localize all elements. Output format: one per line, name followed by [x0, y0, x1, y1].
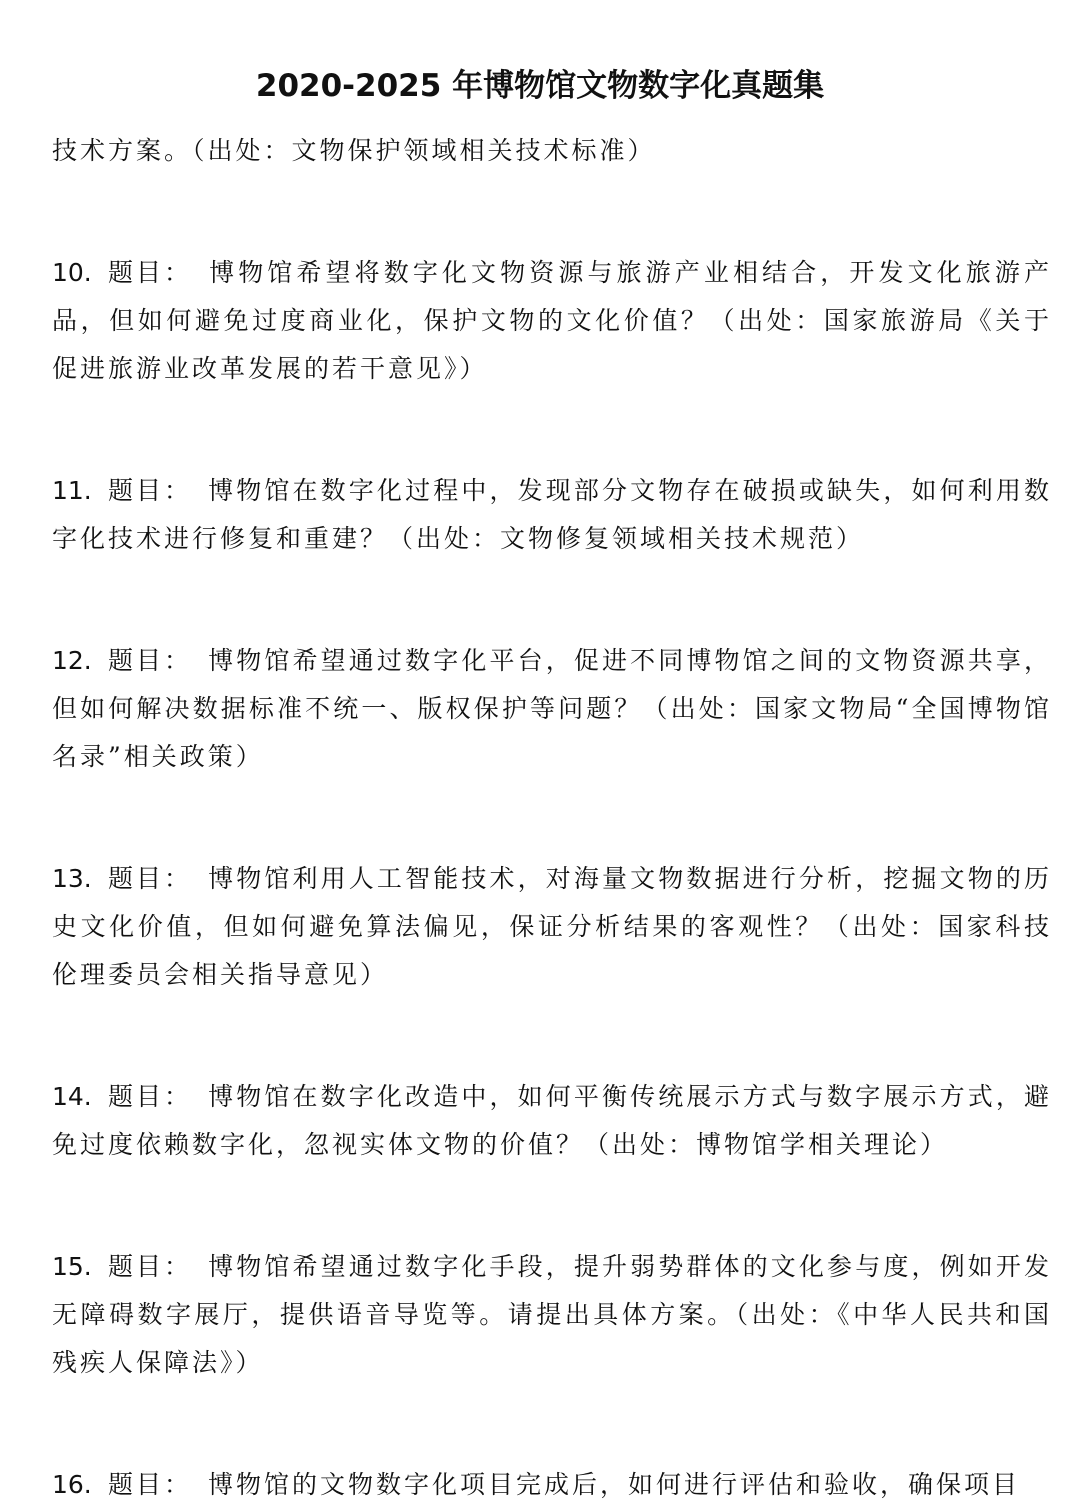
question-text: 博物馆在数字化过程中，发现部分文物存在破损或缺失，如何利用数字化技术进行修复和重建？（出处：文物修复领域相关技术规范）: [52, 476, 1052, 553]
page-title: 2020-2025 年博物馆文物数字化真题集: [255, 68, 825, 104]
question-label: 题目：: [108, 864, 193, 893]
question-item-16: [52, 1461, 1052, 1509]
question-label: 题目：: [108, 646, 193, 675]
question-number: 12.: [52, 646, 92, 675]
question-text: 博物馆希望将数字化文物资源与旅游产业相结合，开发文化旅游产品，但如何避免过度商业化，保护文物的文化价值？（出处：国家旅游局《关于促进旅游业改革发展的若干意见》）: [52, 258, 1052, 383]
question-item-10: [52, 249, 1052, 393]
continuation-text: 技术方案。（出处：文物保护领域相关技术标准）: [52, 136, 656, 165]
question-number: 11.: [52, 476, 92, 505]
question-item-12: [52, 637, 1052, 781]
question-number: 15.: [52, 1252, 92, 1281]
question-item-11: [52, 467, 1052, 563]
question-item-13: [52, 855, 1052, 999]
question-number: 14.: [52, 1082, 92, 1111]
question-text: 博物馆在数字化改造中，如何平衡传统展示方式与数字展示方式，避免过度依赖数字化，忽视实体文物的价值？（出处：博物馆学相关理论）: [52, 1082, 1052, 1159]
question-label: 题目：: [108, 1252, 193, 1281]
question-label: 题目：: [108, 258, 193, 287]
question-text: 博物馆的文物数字化项目完成后，如何进行评估和验收，确保项目: [208, 1470, 1021, 1499]
question-number: 10.: [52, 258, 92, 287]
question-item-15: [52, 1243, 1052, 1387]
question-label: 题目：: [108, 476, 193, 505]
question-item-14: [52, 1073, 1052, 1169]
question-label: 题目：: [108, 1082, 193, 1111]
question-text: 博物馆利用人工智能技术，对海量文物数据进行分析，挖掘文物的历史文化价值，但如何避免算法偏见，保证分析结果的客观性？（出处：国家科技伦理委员会相关指导意见）: [52, 864, 1052, 989]
document-body: [52, 127, 1052, 1509]
question-text: 博物馆希望通过数字化手段，提升弱势群体的文化参与度，例如开发无障碍数字展厅，提供语音导览等。请提出具体方案。（出处：《中华人民共和国残疾人保障法》）: [52, 1252, 1052, 1377]
question-label: 题目：: [108, 1470, 193, 1499]
question-number: 13.: [52, 864, 92, 893]
question-number: 16.: [52, 1470, 92, 1499]
question-text: 博物馆希望通过数字化平台，促进不同博物馆之间的文物资源共享，但如何解决数据标准不统一、版权保护等问题？（出处：国家文物局“全国博物馆名录”相关政策）: [52, 646, 1052, 771]
